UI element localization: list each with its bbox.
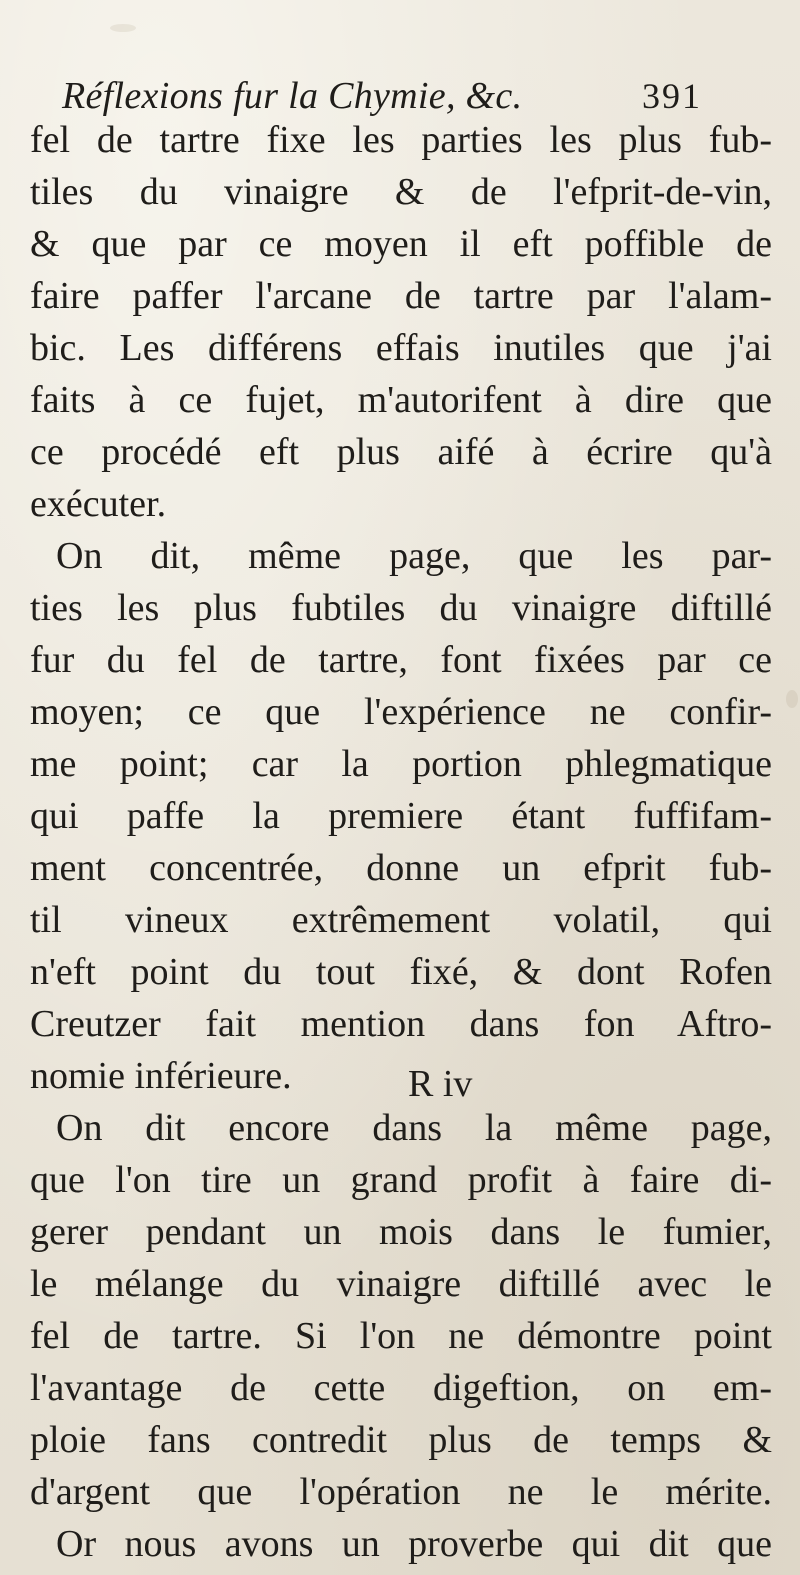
text-line: faits à ce fujet, m'autorifent à dire que [30, 379, 772, 421]
text-line: moyen; ce que l'expérience ne confir- [30, 691, 772, 733]
text-line: On dit encore dans la même page, [56, 1107, 772, 1149]
text-line: fur du fel de tartre, font fixées par ce [30, 639, 772, 681]
text-line: faire paffer l'arcane de tartre par l'alam- [30, 275, 772, 317]
signature-mark: R iv [408, 1063, 473, 1105]
text-line: d'argent que l'opération ne le mérite. [30, 1471, 772, 1513]
text-line: qui paffe la premiere étant fuffifam- [30, 795, 772, 837]
running-title: Réflexions fur la Chymie, &c. [62, 75, 523, 117]
text-line: Or nous avons un proverbe qui dit que [56, 1523, 772, 1565]
text-line: ce procédé eft plus aifé à écrire qu'à [30, 431, 772, 473]
text-line: bic. Les différens effais inutiles que j'ai [30, 327, 772, 369]
text-line: & que par ce moyen il eft poffible de [30, 223, 772, 265]
text-line: ploie fans contredit plus de temps & [30, 1419, 772, 1461]
text-line: gerer pendant un mois dans le fumier, [30, 1211, 772, 1253]
text-line: l'avantage de cette digeftion, on em- [30, 1367, 772, 1409]
text-line: que l'on tire un grand profit à faire di- [30, 1159, 772, 1201]
text-line: tiles du vinaigre & de l'efprit-de-vin, [30, 171, 772, 213]
text-line: fel de tartre. Si l'on ne démontre point [30, 1315, 772, 1357]
text-line: nomie inférieure. [30, 1055, 292, 1097]
text-line: til vineux extrêmement volatil, qui [30, 899, 772, 941]
paper-stain [786, 690, 798, 708]
text-line: n'eft point du tout fixé, & dont Rofen [30, 951, 772, 993]
text-line: fel de tartre fixe les parties les plus fub- [30, 119, 772, 161]
page-number: 391 [642, 76, 702, 116]
text-line: ties les plus fubtiles du vinaigre diftillé [30, 587, 772, 629]
text-line: On dit, même page, que les par- [56, 535, 772, 577]
text-line: me point; car la portion phlegmatique [30, 743, 772, 785]
text-line: Creutzer fait mention dans fon Aftro- [30, 1003, 772, 1045]
text-line: ment concentrée, donne un efprit fub- [30, 847, 772, 889]
text-line: le mélange du vinaigre diftillé avec le [30, 1263, 772, 1305]
body-text [30, 114, 772, 1570]
paper-stain [110, 24, 136, 32]
text-line: exécuter. [30, 483, 167, 525]
